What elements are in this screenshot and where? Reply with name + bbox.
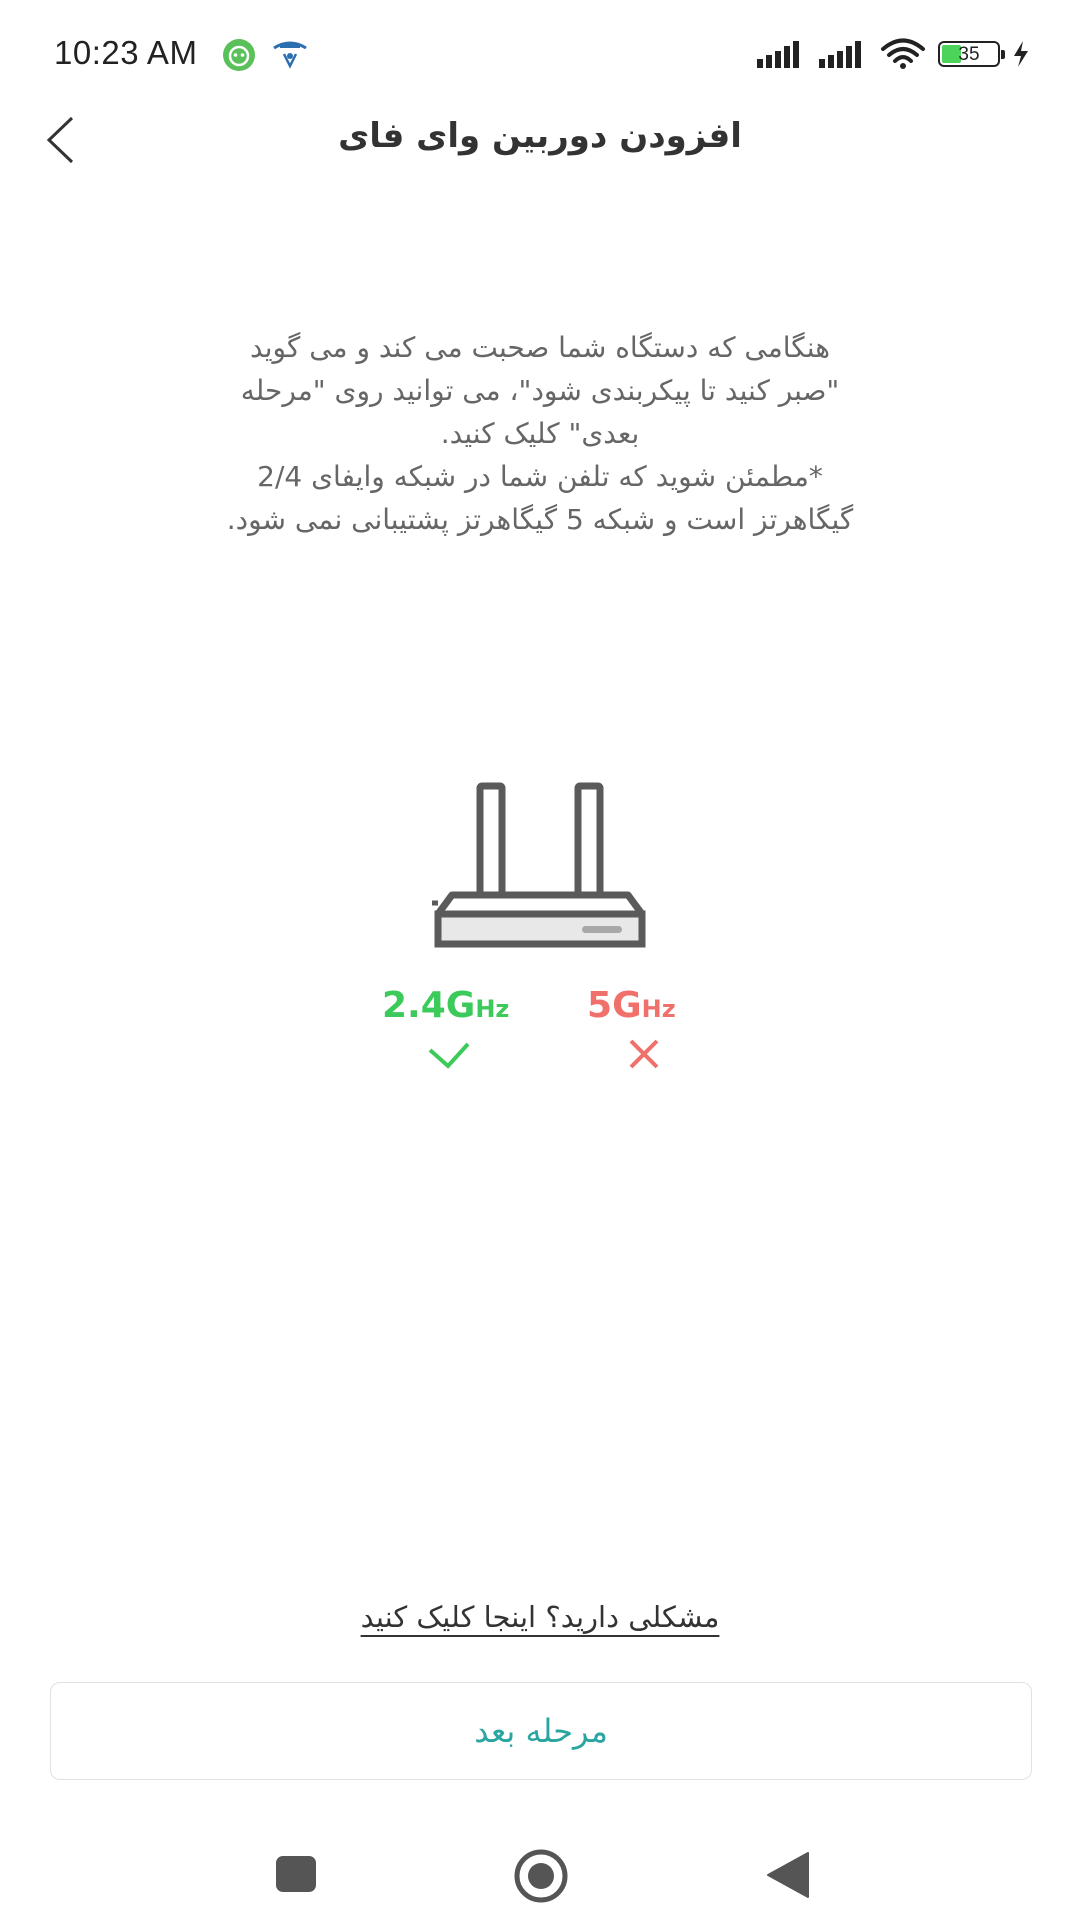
help-link[interactable]: مشکلی دارید؟ اینجا کلیک کنید xyxy=(360,1600,720,1634)
freq-number: 5 xyxy=(587,985,613,1026)
back-icon[interactable] xyxy=(764,1850,812,1900)
instructions-text xyxy=(150,326,930,541)
freq-unit-g: G xyxy=(445,985,476,1026)
battery-icon xyxy=(938,41,1000,67)
instruction-line: بعدی" کلیک کنید. xyxy=(440,417,640,450)
signal-icon xyxy=(818,39,868,69)
instruction-line: هنگامی که دستگاه شما صحبت می کند و می گوید xyxy=(250,331,830,364)
freq-label-2-4ghz xyxy=(382,985,509,1026)
weather-app-icon xyxy=(270,36,310,70)
status-time: 10:23 AM xyxy=(54,34,198,71)
checkmark-icon xyxy=(426,1040,472,1070)
next-step-button[interactable]: مرحله بعد xyxy=(50,1682,1032,1780)
help-link-container xyxy=(0,1600,1080,1634)
router-icon xyxy=(430,780,650,950)
freq-unit-hz: Hz xyxy=(641,995,676,1023)
freq-unit-g: G xyxy=(612,985,642,1026)
instruction-line: "صبر کنید تا پیکربندی شود"، می توانید روی "مرحله xyxy=(240,374,840,407)
charging-icon xyxy=(1012,40,1030,68)
wifi-icon xyxy=(880,38,926,70)
home-icon[interactable] xyxy=(513,1848,569,1904)
page-title: افزودن دوربین وای فای xyxy=(338,116,742,156)
battery-level: 35 xyxy=(958,43,980,65)
notification-app-icon xyxy=(222,38,256,72)
status-bar xyxy=(0,0,1080,100)
status-icons xyxy=(756,36,1030,72)
navigation-bar xyxy=(0,1830,1080,1920)
instruction-line: گیگاهرتز است و شبکه 5 گیگاهرتز پشتیبانی نمی شود. xyxy=(226,503,854,536)
freq-number: 2.4 xyxy=(382,985,446,1026)
recents-icon[interactable] xyxy=(276,1856,316,1892)
signal-icon xyxy=(756,39,806,69)
freq-unit-hz: Hz xyxy=(475,995,510,1023)
cross-icon xyxy=(627,1037,661,1071)
header xyxy=(0,100,1080,180)
freq-label-5ghz xyxy=(587,985,676,1026)
instruction-line: *مطمئن شوید که تلفن شما در شبکه وایفای 2/4 xyxy=(257,460,823,493)
